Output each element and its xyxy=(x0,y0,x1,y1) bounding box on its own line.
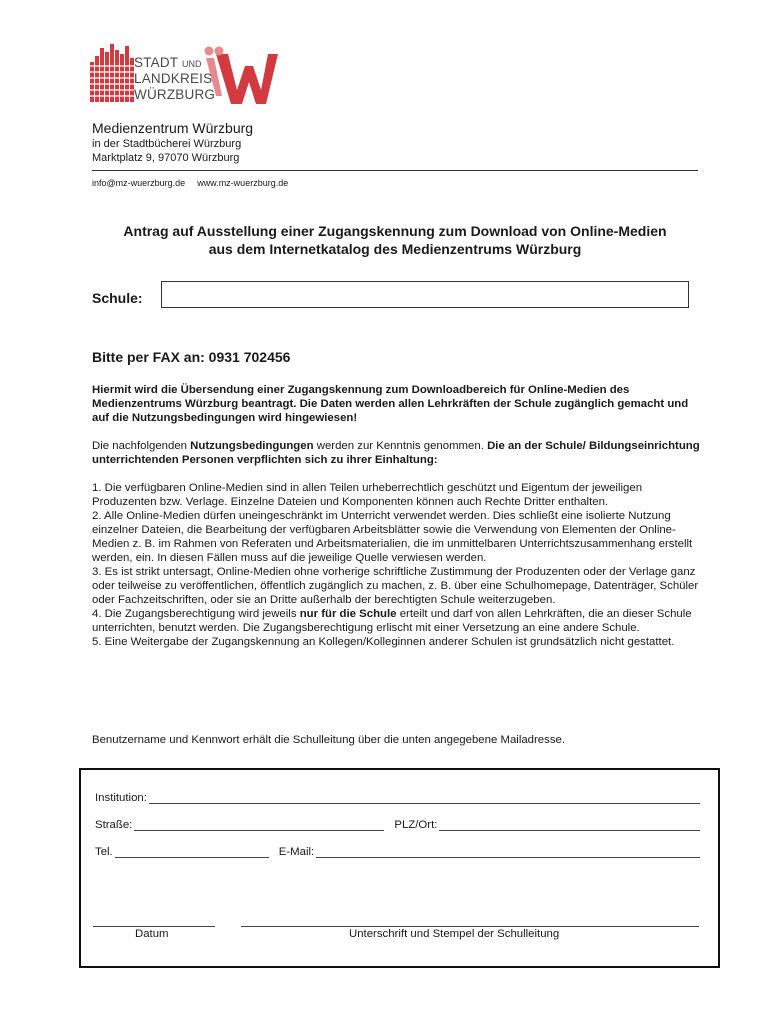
address-row xyxy=(95,819,704,831)
applicant-form xyxy=(79,768,720,968)
logo xyxy=(88,42,278,108)
street-field[interactable] xyxy=(134,819,384,831)
plz-label: PLZ/Ort: xyxy=(394,819,438,831)
contact-line xyxy=(92,178,288,188)
condition-1: 1. Die verfügbaren Online-Medien sind in allen Teilen urheberrechtlich geschützt und Eigentum der jeweiligen Produzenten bzw. Verlage. Einzelne Dateien und Komponenten können auch Rechte Dritter enthalten. xyxy=(92,482,643,508)
school-input[interactable] xyxy=(161,281,689,308)
document-title xyxy=(92,222,698,258)
condition-4: 4. Die Zugangsberechtigung wird jeweils nur für die Schule erteilt und darf von allen Lehrkräften, die an dieser Schule unterrichten, benutzt werden. Die Zugangsberechtigung erlischt mit einer Versetzung an eine andere Schule. xyxy=(92,608,692,634)
email-label: E-Mail: xyxy=(278,846,315,858)
institution-field[interactable] xyxy=(149,792,700,804)
conditions-intro: Die nachfolgenden Nutzungsbedingungen werden zur Kenntnis genommen. Die an der Schule/ Bildungseinrichtung unterrichtenden Personen verpflichten sich zu ihrer Einhaltung: xyxy=(92,440,700,466)
org-line2: Marktplatz 9, 97070 Würzburg xyxy=(92,152,240,164)
email-link[interactable]: info@mz-wuerzburg.de xyxy=(92,178,186,188)
condition-2: 2. Alle Online-Medien dürfen uneingeschränkt im Unterricht verwendet werden. Dies schließt eine isolierte Nutzung einzelner Dateien, die Bearbeitung der verfügbaren Arbeitsblätter sowie die Verwendung von Elementen der Online-Medien z. B. im Rahmen von Referaten und Arbeitsmaterialien, die im unmittelbaren Unterrichtszusammenhang erstellt werden, ein. In diesen Fällen muss auf die jeweilige Quelle verwiesen werden. xyxy=(92,510,693,564)
tel-label: Tel. xyxy=(95,846,113,858)
signature-field[interactable] xyxy=(241,926,699,927)
condition-5: 5. Eine Weitergabe der Zugangskennung an Kollegen/Kolleginnen anderer Schulen ist grundsätzlich nicht gestattet. xyxy=(92,636,675,648)
org-name: Medienzentrum Würzburg xyxy=(92,120,254,136)
school-label: Schule: xyxy=(92,290,143,306)
intro-paragraph: Hiermit wird die Übersendung einer Zugangskennung zum Downloadbereich für Online-Medien des Medienzentrums Würzburg beantragt. Die Daten werden allen Lehrkräften der Schule zugänglich gemacht und auf die Nutzungsbedingungen wird hingewiesen! xyxy=(92,384,689,424)
org-line1: in der Stadtbücherei Würzburg xyxy=(92,138,242,150)
date-field[interactable] xyxy=(93,926,215,927)
header-divider xyxy=(92,170,698,171)
tel-field[interactable] xyxy=(115,846,269,858)
title-line1: Antrag auf Ausstellung einer Zugangskennung zum Download von Online-Medien xyxy=(123,223,667,239)
contact-row xyxy=(95,846,704,858)
condition-3: 3. Es ist strikt untersagt, Online-Medien ohne vorherige schriftliche Zustimmung der Produzenten oder der Verlage ganz oder teilweise zu veröffentlichen, öffentlich zugänglich zu machen, z. B. über eine Schulhomepage, Datenträger, Schüler oder Fachzeitschriften, oder sie an Dritte außerhalb der berechtigten Schule weiterzugeben. xyxy=(92,566,699,606)
credentials-note: Benutzername und Kennwort erhält die Schulleitung über die unten angegebene Mailadresse. xyxy=(92,734,566,746)
signature-label: Unterschrift und Stempel der Schulleitung xyxy=(349,928,560,940)
logo-text-line3: WÜRZBURG xyxy=(134,87,216,102)
conditions-list xyxy=(92,481,702,649)
email-field[interactable] xyxy=(316,846,700,858)
date-label: Datum xyxy=(135,928,169,940)
web-link[interactable]: www.mz-wuerzburg.de xyxy=(197,178,289,188)
street-label: Straße: xyxy=(95,819,133,831)
title-line2: aus dem Internetkatalog des Medienzentrums Würzburg xyxy=(208,241,582,257)
fax-heading: Bitte per FAX an: 0931 702456 xyxy=(92,349,291,365)
institution-row xyxy=(95,792,704,804)
logo-text-line2: LANDKREIS xyxy=(134,71,213,86)
plz-field[interactable] xyxy=(439,819,700,831)
logo-text-line1: STADT UND xyxy=(134,55,202,70)
institution-label: Institution: xyxy=(95,792,147,804)
